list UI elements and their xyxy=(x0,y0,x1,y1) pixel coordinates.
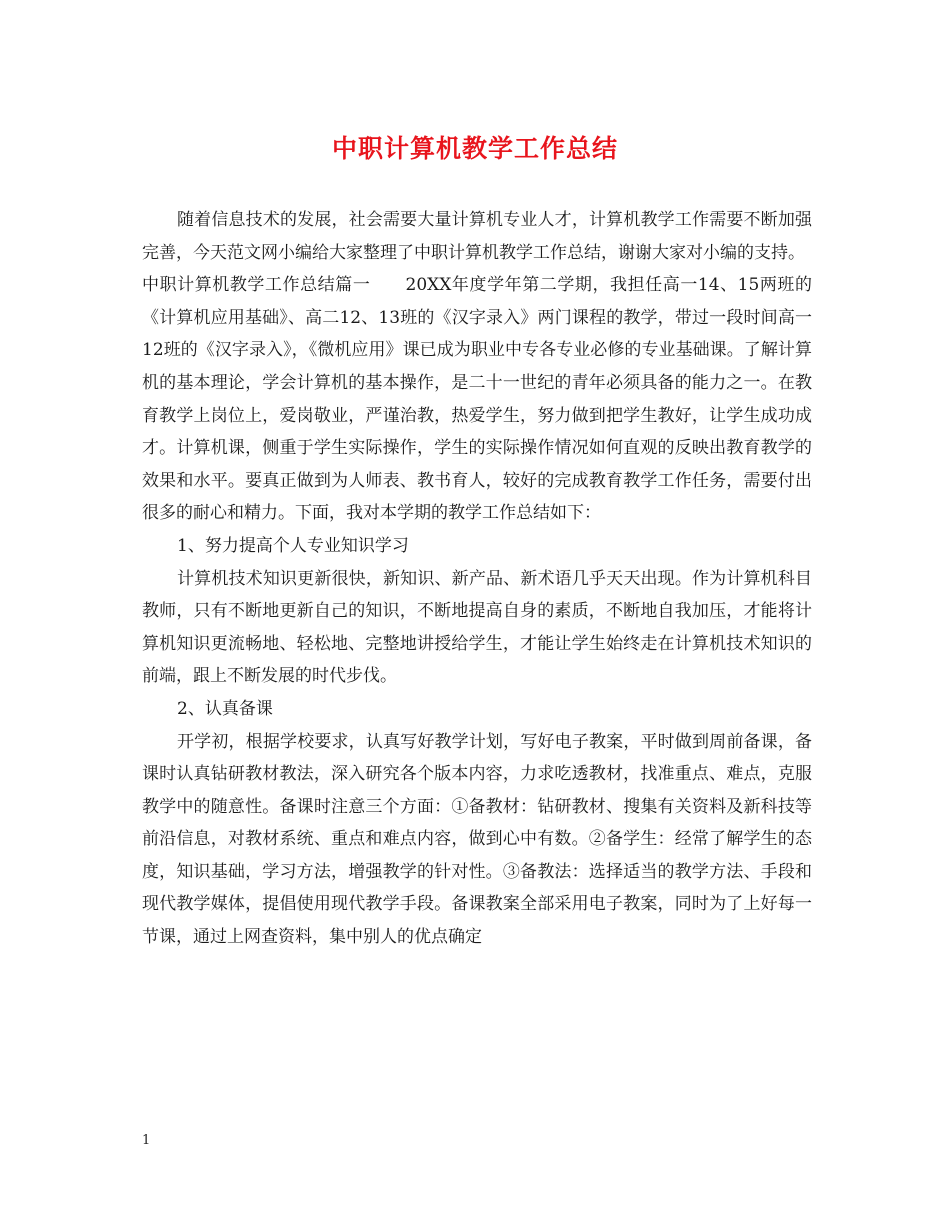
body-paragraph: 中职计算机教学工作总结篇一 20XX年度学年第二学期，我担任高一14、15两班的《计算机应用基础》、高二12、13班的《汉字录入》两门课程的教学，带过一段时间高一12班的《汉字录入》，《微机应用》课已成为职业中专各专业必修的专业基础课。了解计算机的基本理论，学会计算机的基本操作，是二十一世纪的青年必须具备的能力之一。在教育教学上岗位上，爱岗敬业，严谨治教，热爱学生，努力做到把学生教好，让学生成功成才。计算机课，侧重于学生实际操作，学生的实际操作情况如何直观的反映出教育教学的效果和水平。要真正做到为人师表、教书育人，较好的完成教育教学工作任务，需要付出很多的耐心和精力。下面，我对本学期的教学工作总结如下： xyxy=(142,275,812,524)
page-number: 1 xyxy=(142,1133,151,1148)
section-heading-2: 2、认真备课 xyxy=(177,698,273,719)
section-heading-1: 1、努力提高个人专业知识学习 xyxy=(177,535,409,556)
section-paragraph-1: 计算机技术知识更新很快，新知识、新产品、新术语几乎天天出现。作为计算机科目教师，只有不断地更新自己的知识，不断地提高自身的素质，不断地自我加压，才能将计算机知识更流畅地、轻松地、完整地讲授给学生，才能让学生始终走在计算机技术知识的前端，跟上不断发展的时代步伐。 xyxy=(142,568,812,687)
intro-paragraph: 随着信息技术的发展，社会需要大量计算机专业人才，计算机教学工作需要不断加强完善，今天范文网小编给大家整理了中职计算机教学工作总结，谢谢大家对小编的支持。 xyxy=(142,210,812,263)
document-body xyxy=(142,204,812,954)
document-title: 中职计算机教学工作总结 xyxy=(331,134,618,163)
section-paragraph-2: 开学初，根据学校要求，认真写好教学计划，写好电子教案，平时做到周前备课，备课时认真钻研教材教法，深入研究各个版本内容，力求吃透教材，找准重点、难点，克服教学中的随意性。备课时注意三个方面：①备教材：钻研教材、搜集有关资料及新科技等前沿信息，对教材系统、重点和难点内容，做到心中有数。②备学生：经常了解学生的态度，知识基础，学习方法，增强教学的针对性。③备教法：选择适当的教学方法、手段和现代教学媒体，提倡使用现代教学手段。备课教案全部采用电子教案，同时为了上好每一节课，通过上网查资料，集中别人的优点确定 xyxy=(142,731,812,948)
